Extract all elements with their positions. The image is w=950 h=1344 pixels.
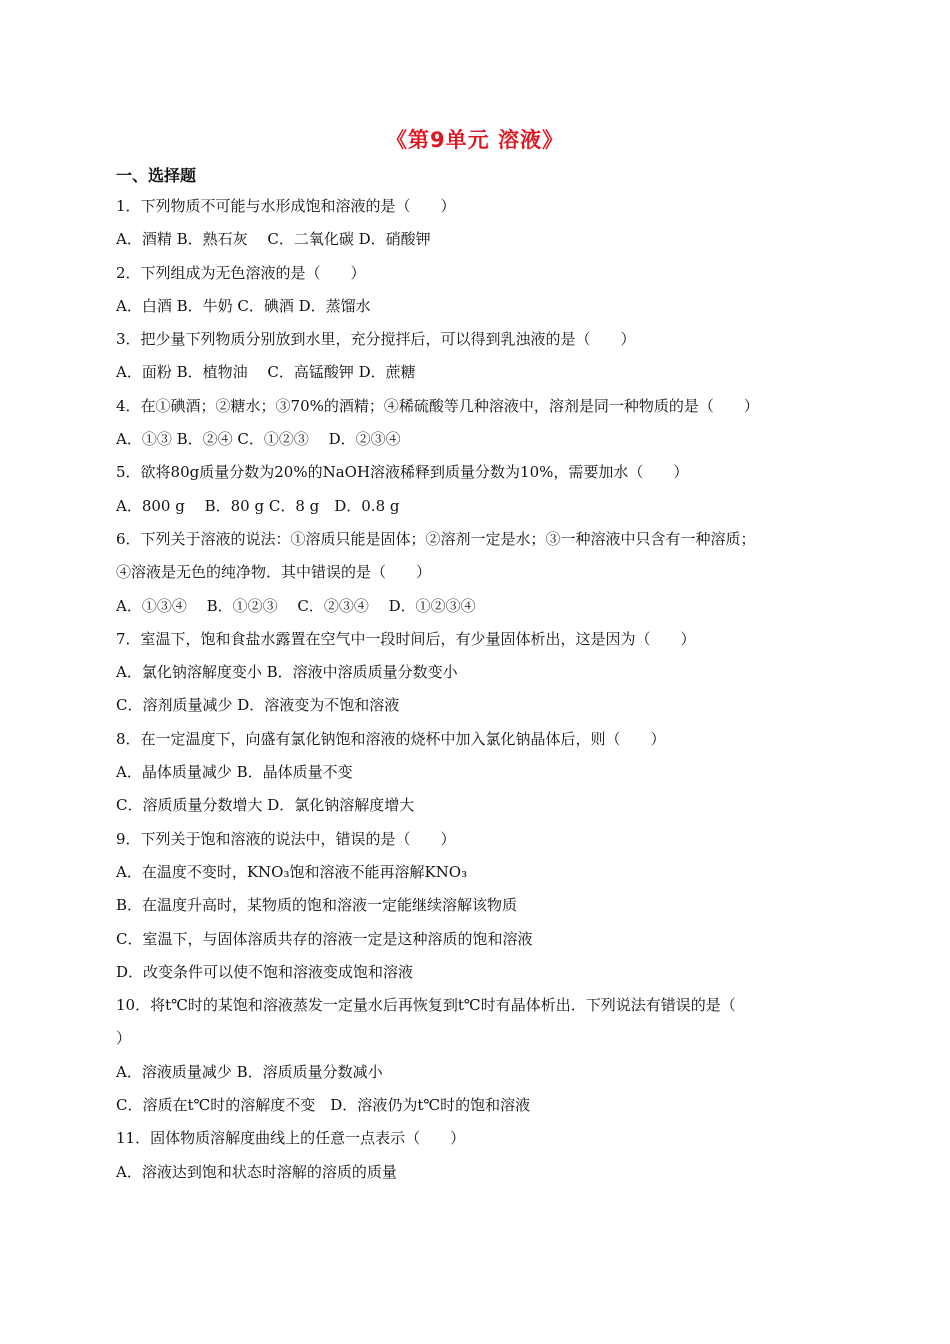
text-line: A．在温度不变时，KNO₃饱和溶液不能再溶解KNO₃ [116,862,468,881]
text-line: A．溶液达到饱和状态时溶解的溶质的质量 [116,1162,397,1181]
text-line: 11．固体物质溶解度曲线上的任意一点表示（ ） [116,1129,466,1148]
text-line: C．溶质质量分数增大 D．氯化钠溶解度增大 [116,796,415,815]
text-line: A．酒精 B．熟石灰 C．二氧化碳 D．硝酸钾 [116,230,431,249]
text-line: 5．欲将80g质量分数为20%的NaOH溶液稀释到质量分数为10%，需要加水（ ） [116,463,689,482]
text-line: 6．下列关于溶液的说法：①溶质只能是固体；②溶剂一定是水；③一种溶液中只含有一种溶质； [116,529,756,548]
text-line: ④溶液是无色的纯净物．其中错误的是（ ） [116,563,432,582]
text-line: ） [116,1029,132,1048]
text-line: 3．把少量下列物质分别放到水里，充分搅拌后，可以得到乳浊液的是（ ） [116,330,636,349]
text-line: 10．将t℃时的某饱和溶液蒸发一定量水后再恢复到t℃时有晶体析出．下列说法有错误的是（ [116,996,736,1015]
text-line: C．溶剂质量减少 D．溶液变为不饱和溶液 [116,696,400,715]
text-line: 1．下列物质不可能与水形成饱和溶液的是（ ） [116,197,456,215]
text-line: C．溶质在t℃时的溶解度不变 D．溶液仍为t℃时的饱和溶液 [116,1096,531,1115]
question-list [116,193,836,1192]
text-line: A．800 g B．80 g C．8 g D．0.8 g [116,496,400,515]
text-line: B．在温度升高时，某物质的饱和溶液一定能继续溶解该物质 [116,896,518,915]
text-line: A．面粉 B．植物油 C．高锰酸钾 D．蔗糖 [116,363,416,382]
text-line: D．改变条件可以使不饱和溶液变成饱和溶液 [116,962,414,981]
text-line: C．室温下，与固体溶质共存的溶液一定是这种溶质的饱和溶液 [116,929,533,948]
text-line: A．溶液质量减少 B．溶质质量分数减小 [116,1062,383,1081]
text-line: A．晶体质量减少 B．晶体质量不变 [116,763,353,782]
document-title: 《第9单元 溶液》 [386,128,564,152]
text-line: 2．下列组成为无色溶液的是（ ） [116,263,366,282]
text-line: A．①③④ B．①②③ C．②③④ D．①②③④ [116,596,476,615]
text-line: A．氯化钠溶解度变小 B．溶液中溶质质量分数变小 [116,663,458,682]
text-line: 8．在一定温度下，向盛有氯化钠饱和溶液的烧杯中加入氯化钠晶体后，则（ ） [116,729,666,748]
text-line: A．白酒 B．牛奶 C．碘酒 D．蒸馏水 [116,296,371,315]
text-line: 9．下列关于饱和溶液的说法中，错误的是（ ） [116,829,456,848]
text-line: 7．室温下，饱和食盐水露置在空气中一段时间后，有少量固体析出，这是因为（ ） [116,629,696,648]
text-line: 4．在①碘酒；②糖水；③70%的酒精；④稀硫酸等几种溶液中，溶剂是同一种物质的是（ ） [116,396,759,415]
text-line: A．①③ B．②④ C．①②③ D．②③④ [116,430,401,449]
section-heading: 一、选择题 [116,166,197,185]
